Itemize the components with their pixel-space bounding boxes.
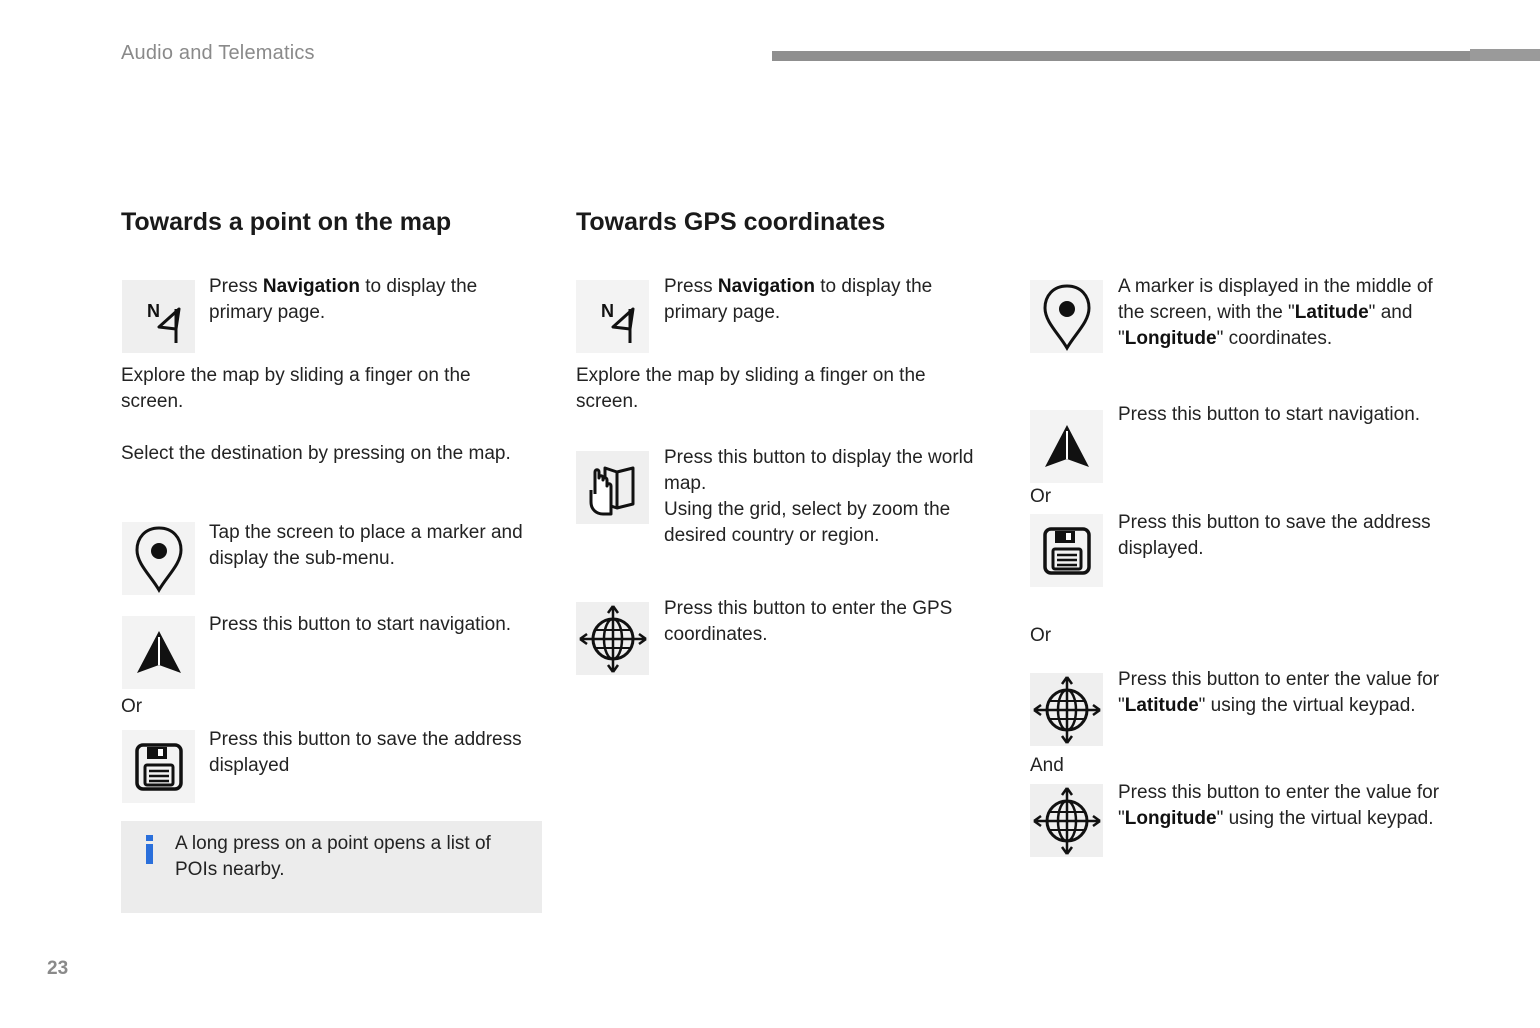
globe-arrows-icon xyxy=(1030,673,1103,746)
latitude-step-text: Press this button to enter the value for "Latitude" using the virtual keypad. xyxy=(1118,669,1440,716)
world-map-step-line2: Using the grid, select by zoom the desired country or region. xyxy=(664,499,951,546)
info-note-text: A long press on a point opens a list of POIs nearby. xyxy=(175,833,491,880)
header-bar-end xyxy=(1470,49,1540,61)
floppy-disk-icon xyxy=(1030,514,1103,587)
middle-column-title: Towards GPS coordinates xyxy=(576,208,886,236)
middle-nav-step-text: Press Navigation to display the primary page. xyxy=(664,276,933,323)
navigation-triangle-icon xyxy=(1030,410,1103,483)
globe-arrows-icon xyxy=(1030,784,1103,857)
left-start-nav-text: Press this button to start navigation. xyxy=(209,614,512,635)
left-column-title: Towards a point on the map xyxy=(121,208,452,236)
navigation-keyword: Navigation xyxy=(262,276,360,297)
globe-arrows-icon xyxy=(576,602,649,675)
page-number: 23 xyxy=(47,958,69,979)
world-map-step-text xyxy=(664,445,994,549)
section-label: Audio and Telematics xyxy=(121,42,315,64)
longitude-keyword: Longitude xyxy=(1124,808,1217,829)
svg-text:N: N xyxy=(600,300,614,321)
world-map-step-line1: Press this button to display the world map. xyxy=(664,447,974,494)
navigation-arrow-icon xyxy=(122,280,195,353)
left-save-step-text: Press this button to save the address displayed xyxy=(209,729,522,776)
left-or-label: Or xyxy=(121,696,143,717)
navigation-triangle-icon xyxy=(122,616,195,689)
and-label: And xyxy=(1030,755,1064,776)
floppy-disk-icon xyxy=(122,730,195,803)
left-select-text: Select the destination by pressing on the map. xyxy=(121,443,511,464)
right-save-step-text: Press this button to save the address displayed. xyxy=(1118,512,1431,559)
latitude-keyword: Latitude xyxy=(1124,695,1199,716)
left-marker-step-text: Tap the screen to place a marker and display the sub-menu. xyxy=(209,522,523,569)
svg-text:N: N xyxy=(146,300,160,321)
right-or-label-2: Or xyxy=(1030,625,1052,646)
left-explore-text: Explore the map by sliding a finger on the screen. xyxy=(121,365,471,412)
left-nav-step-text: Press Navigation to display the primary page. xyxy=(209,276,478,323)
map-pin-icon xyxy=(122,522,195,595)
middle-explore-text: Explore the map by sliding a finger on the screen. xyxy=(576,365,926,412)
header-bar xyxy=(772,51,1540,61)
right-start-nav-text: Press this button to start navigation. xyxy=(1118,404,1421,425)
right-or-label-1: Or xyxy=(1030,486,1052,507)
right-marker-step-text: A marker is displayed in the middle of the screen, with the "Latitude" and "Longitude" coordinates. xyxy=(1118,276,1433,349)
navigation-keyword: Navigation xyxy=(717,276,815,297)
longitude-step-text: Press this button to enter the value for "Longitude" using the virtual keypad. xyxy=(1118,782,1440,829)
hand-map-icon xyxy=(576,451,649,524)
navigation-arrow-icon xyxy=(576,280,649,353)
latitude-keyword: Latitude xyxy=(1294,302,1369,323)
longitude-keyword: Longitude xyxy=(1124,328,1217,349)
gps-step-text: Press this button to enter the GPS coordinates. xyxy=(664,598,953,645)
map-pin-icon xyxy=(1030,280,1103,353)
info-icon xyxy=(144,833,156,867)
